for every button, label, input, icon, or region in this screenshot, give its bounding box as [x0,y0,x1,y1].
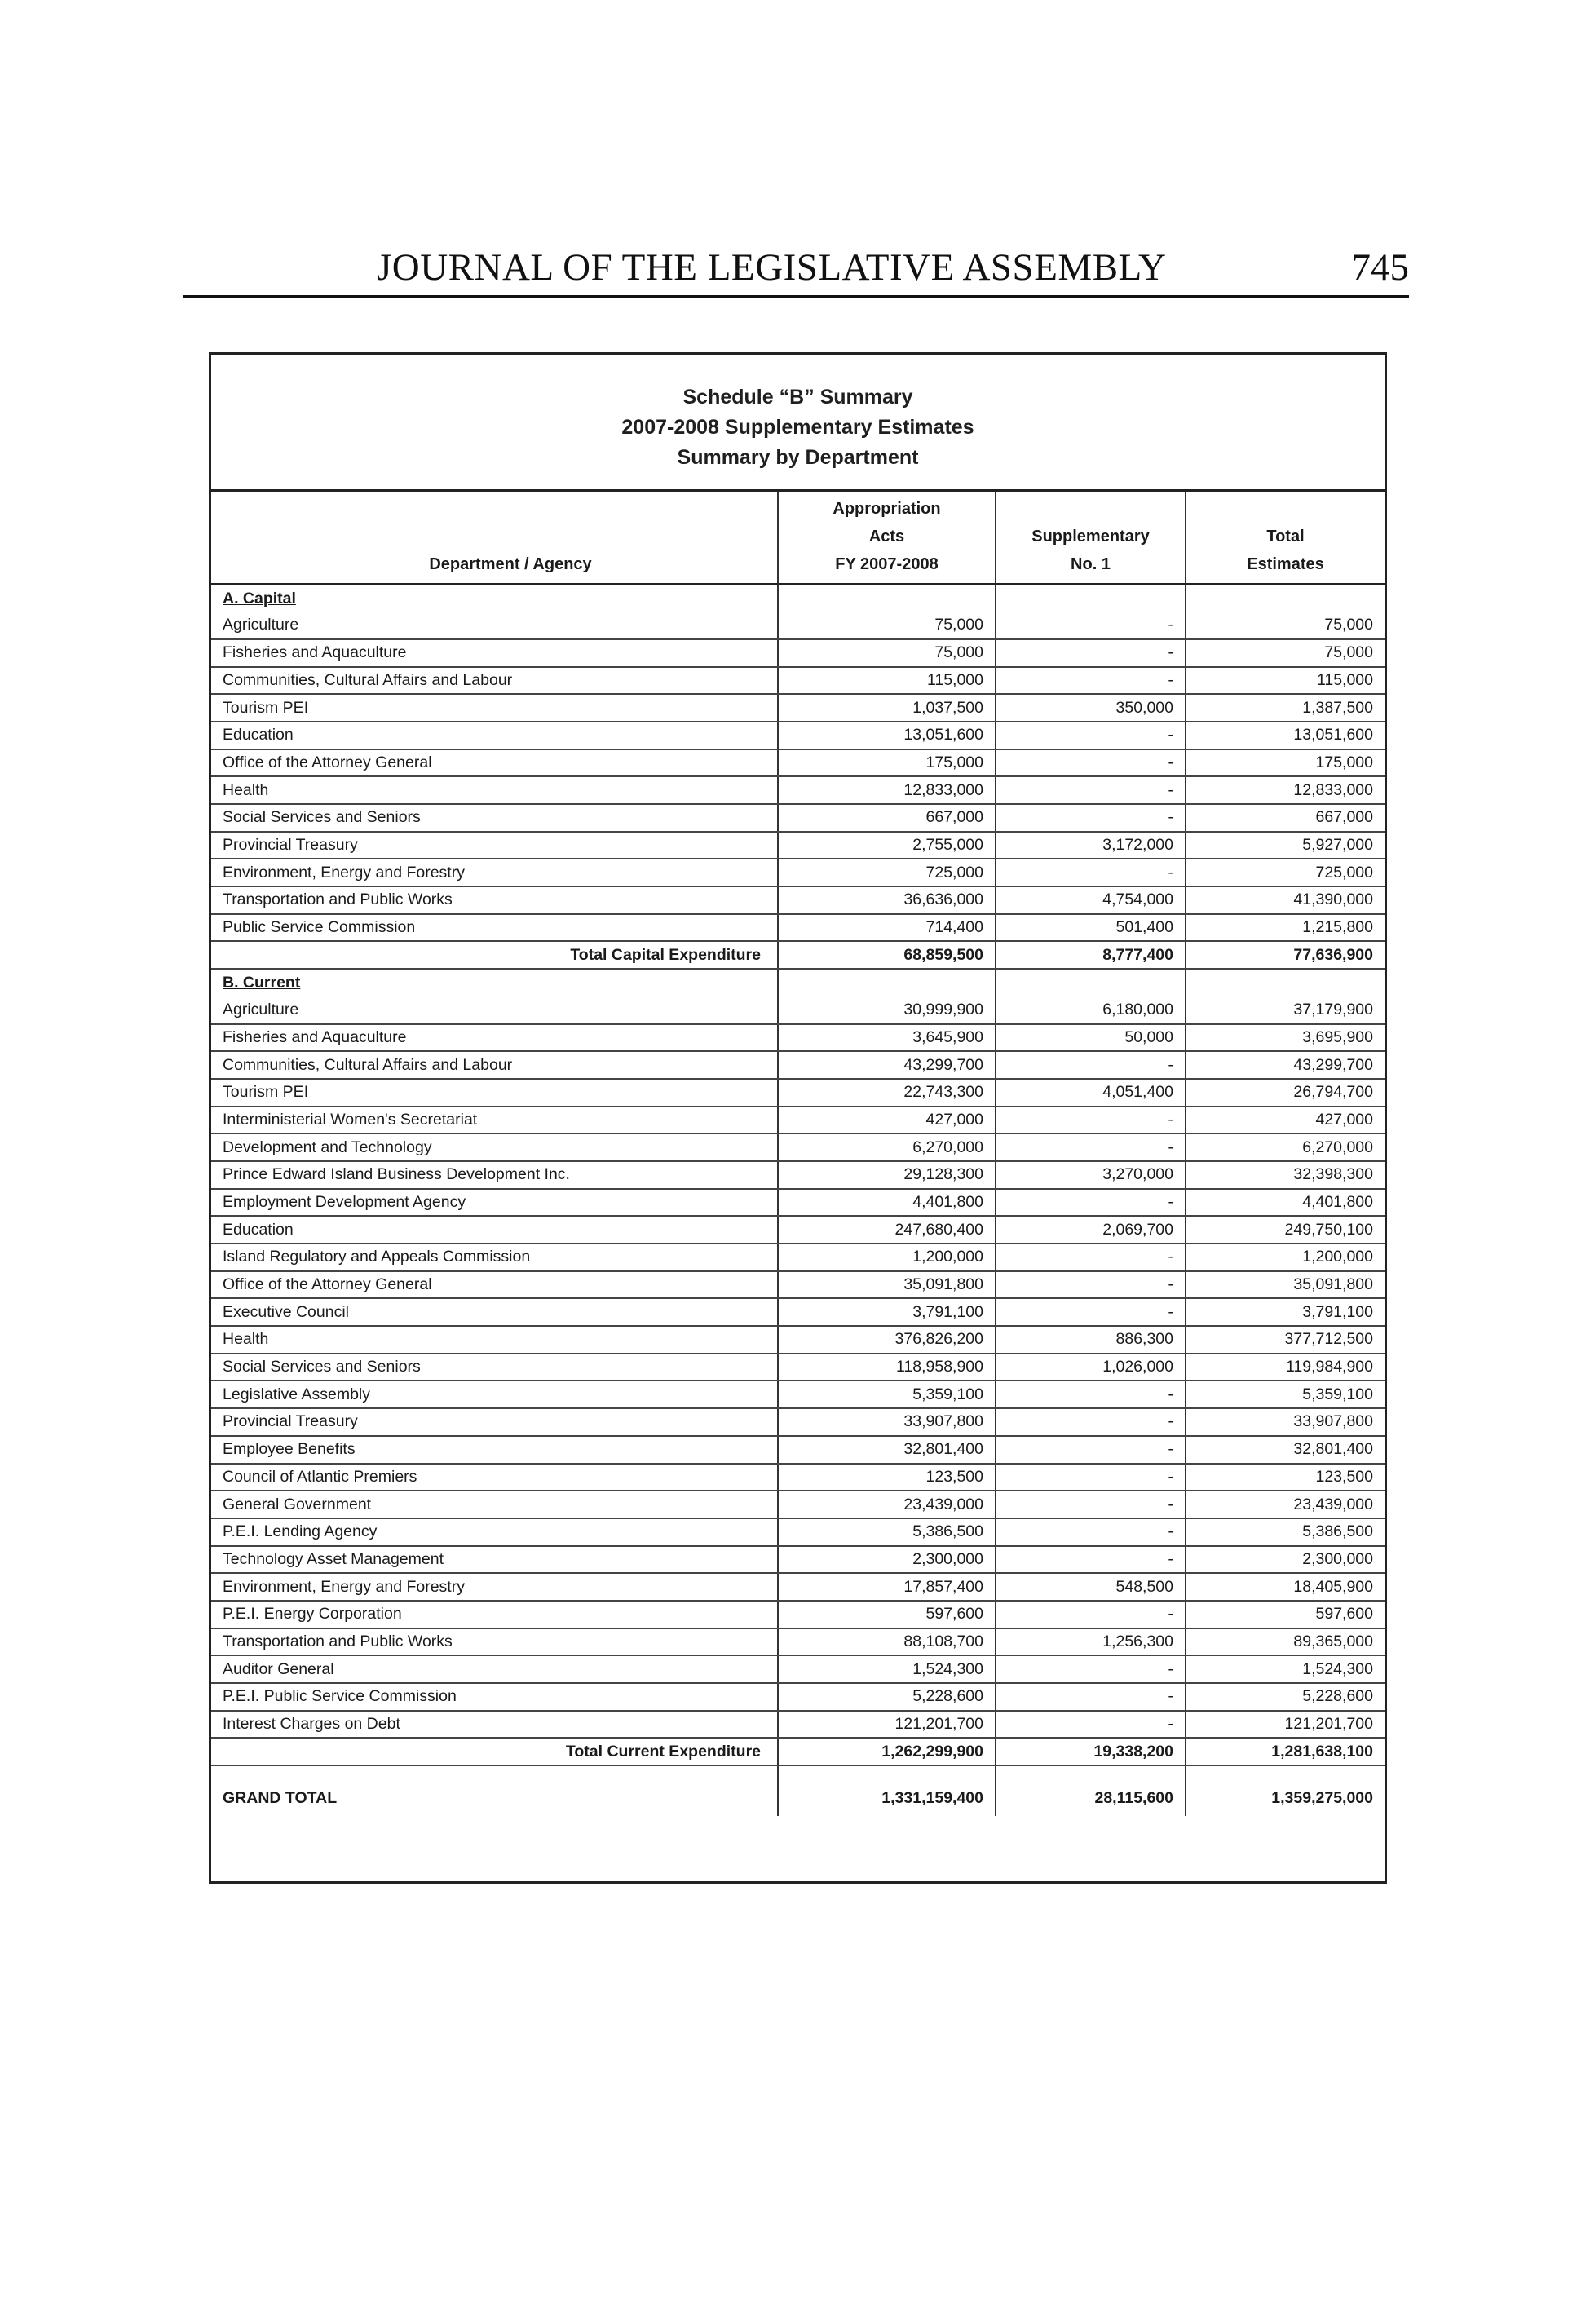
appropriation-amount: 43,299,700 [778,1051,996,1079]
table-row [211,639,1385,667]
table-row [211,804,1385,832]
total-estimate: 5,359,100 [1186,1381,1385,1408]
total-estimate: 3,791,100 [1186,1298,1385,1326]
supplementary-amount: 501,400 [996,914,1186,942]
supplementary-amount: - [996,722,1186,749]
supplementary-amount: - [996,1271,1186,1299]
total-estimate: 5,228,600 [1186,1683,1385,1711]
table-row [211,886,1385,914]
supplementary-amount: - [996,639,1186,667]
section-heading-row [211,585,1385,612]
supplementary-amount: 1,256,300 [996,1628,1186,1656]
column-header-department: Department / Agency [211,492,778,585]
empty-cell [778,585,996,612]
table-row [211,1161,1385,1189]
journal-title: JOURNAL OF THE LEGISLATIVE ASSEMBLY [377,246,1167,289]
department-name: Auditor General [211,1655,778,1683]
table-row [211,749,1385,777]
appropriation-amount: 725,000 [778,859,996,886]
supplementary-amount: - [996,859,1186,886]
department-name: Fisheries and Aquaculture [211,639,778,667]
appropriation-amount: 36,636,000 [778,886,996,914]
total-estimate: 13,051,600 [1186,722,1385,749]
total-estimate: 43,299,700 [1186,1051,1385,1079]
appropriation-amount: 2,300,000 [778,1546,996,1574]
supplementary-amount: - [996,1655,1186,1683]
department-name: Technology Asset Management [211,1546,778,1574]
appropriation-amount: 5,359,100 [778,1381,996,1408]
page-number: 745 [1351,246,1409,289]
appropriation-amount: 121,201,700 [778,1711,996,1739]
column-header-row [211,492,1385,585]
appropriation-amount: 1,200,000 [778,1244,996,1271]
department-name: Transportation and Public Works [211,886,778,914]
total-estimate: 89,365,000 [1186,1628,1385,1656]
table-row [211,1436,1385,1464]
total-estimate: 123,500 [1186,1464,1385,1491]
supplementary-amount: - [996,1711,1186,1739]
table-row [211,1051,1385,1079]
department-name: Agriculture [211,996,778,1024]
department-name: Agriculture [211,612,778,639]
total-estimate: 18,405,900 [1186,1573,1385,1601]
supplementary-amount: - [996,1189,1186,1217]
department-name: Provincial Treasury [211,832,778,859]
department-name: Employment Development Agency [211,1189,778,1217]
total-estimate: 1,215,800 [1186,914,1385,942]
supplementary-amount: 548,500 [996,1573,1186,1601]
department-name: Social Services and Seniors [211,1354,778,1381]
appropriation-amount: 1,331,159,400 [778,1765,996,1816]
total-estimate: 3,695,900 [1186,1024,1385,1052]
table-row [211,1298,1385,1326]
department-name: Development and Technology [211,1133,778,1161]
total-estimate: 5,927,000 [1186,832,1385,859]
supplementary-amount: - [996,1436,1186,1464]
appropriation-amount: 6,270,000 [778,1133,996,1161]
total-estimate: 597,600 [1186,1601,1385,1628]
appropriation-amount: 32,801,400 [778,1436,996,1464]
supplementary-amount: - [996,1683,1186,1711]
column-header-supplementary: Supplementary No. 1 [996,492,1186,585]
appropriation-amount: 597,600 [778,1601,996,1628]
table-row [211,1133,1385,1161]
appropriation-amount: 12,833,000 [778,776,996,804]
table-row [211,832,1385,859]
department-name: Prince Edward Island Business Development Inc. [211,1161,778,1189]
total-estimate: 26,794,700 [1186,1079,1385,1107]
total-estimate: 35,091,800 [1186,1271,1385,1299]
supplementary-amount: - [996,804,1186,832]
table-row [211,914,1385,942]
appropriation-amount: 2,755,000 [778,832,996,859]
total-estimate: 1,387,500 [1186,694,1385,722]
table-row [211,1107,1385,1134]
supplementary-amount: 19,338,200 [996,1738,1186,1765]
total-estimate: 175,000 [1186,749,1385,777]
department-name: Public Service Commission [211,914,778,942]
table-row [211,1408,1385,1436]
section-heading: B. Current [223,973,301,992]
department-name: Interest Charges on Debt [211,1711,778,1739]
department-name: Communities, Cultural Affairs and Labour [211,1051,778,1079]
table-row [211,722,1385,749]
total-estimate: 75,000 [1186,639,1385,667]
table-row [211,612,1385,639]
total-estimate: 115,000 [1186,667,1385,695]
table-row [211,1354,1385,1381]
table-row [211,1326,1385,1354]
supplementary-amount: - [996,749,1186,777]
supplementary-amount: 1,026,000 [996,1354,1186,1381]
supplementary-amount: 886,300 [996,1326,1186,1354]
total-estimate: 6,270,000 [1186,1133,1385,1161]
department-name: Office of the Attorney General [211,1271,778,1299]
appropriation-amount: 5,228,600 [778,1683,996,1711]
table-row [211,1491,1385,1518]
capital-total-row [211,941,1385,969]
total-estimate: 2,300,000 [1186,1546,1385,1574]
department-name: P.E.I. Lending Agency [211,1518,778,1546]
department-name: Health [211,776,778,804]
department-name: GRAND TOTAL [223,1789,338,1808]
total-estimate: 32,398,300 [1186,1161,1385,1189]
appropriation-amount: 376,826,200 [778,1326,996,1354]
department-name: Environment, Energy and Forestry [211,1573,778,1601]
total-estimate: 41,390,000 [1186,886,1385,914]
empty-cell [1186,969,1385,996]
supplementary-amount: - [996,1107,1186,1134]
total-estimate: 667,000 [1186,804,1385,832]
supplementary-amount: - [996,1298,1186,1326]
department-name: Council of Atlantic Premiers [211,1464,778,1491]
appropriation-amount: 13,051,600 [778,722,996,749]
appropriation-amount: 17,857,400 [778,1573,996,1601]
table-row [211,1189,1385,1217]
appropriation-amount: 3,645,900 [778,1024,996,1052]
appropriation-amount: 88,108,700 [778,1628,996,1656]
estimates-table [211,492,1385,1816]
department-name: Education [211,1216,778,1244]
empty-cell [996,585,1186,612]
department-name: Transportation and Public Works [211,1628,778,1656]
total-estimate: 75,000 [1186,612,1385,639]
total-estimate: 1,359,275,000 [1186,1765,1385,1816]
schedule-b-summary-table [209,352,1387,1884]
appropriation-amount: 29,128,300 [778,1161,996,1189]
table-row [211,1024,1385,1052]
supplementary-amount: 3,172,000 [996,832,1186,859]
table-row [211,1711,1385,1739]
grand-total-row [211,1765,1385,1816]
table-row [211,1601,1385,1628]
table-row [211,1546,1385,1574]
total-estimate: 725,000 [1186,859,1385,886]
department-name: Social Services and Seniors [211,804,778,832]
total-estimate: 12,833,000 [1186,776,1385,804]
department-name: Legislative Assembly [211,1381,778,1408]
department-name: Tourism PEI [211,694,778,722]
appropriation-amount: 1,262,299,900 [778,1738,996,1765]
total-estimate: 249,750,100 [1186,1216,1385,1244]
appropriation-amount: 68,859,500 [778,941,996,969]
appropriation-amount: 4,401,800 [778,1189,996,1217]
table-row [211,1683,1385,1711]
total-estimate: 77,636,900 [1186,941,1385,969]
appropriation-amount: 35,091,800 [778,1271,996,1299]
department-name: General Government [211,1491,778,1518]
supplementary-amount: - [996,1244,1186,1271]
supplementary-amount: - [996,1491,1186,1518]
table-row [211,996,1385,1024]
schedule-caption [211,355,1385,492]
supplementary-amount: 8,777,400 [996,941,1186,969]
appropriation-amount: 23,439,000 [778,1491,996,1518]
appropriation-amount: 75,000 [778,639,996,667]
department-name: Island Regulatory and Appeals Commission [211,1244,778,1271]
appropriation-amount: 175,000 [778,749,996,777]
total-estimate: 33,907,800 [1186,1408,1385,1436]
supplementary-amount: 28,115,600 [996,1765,1186,1816]
table-row [211,1655,1385,1683]
supplementary-amount: - [996,1464,1186,1491]
supplementary-amount: - [996,1408,1186,1436]
table-row [211,1381,1385,1408]
appropriation-amount: 118,958,900 [778,1354,996,1381]
department-name: Education [211,722,778,749]
appropriation-amount: 247,680,400 [778,1216,996,1244]
total-estimate: 1,200,000 [1186,1244,1385,1271]
supplementary-amount: - [996,776,1186,804]
supplementary-amount: 50,000 [996,1024,1186,1052]
appropriation-amount: 75,000 [778,612,996,639]
column-header-appropriation: Appropriation Acts FY 2007-2008 [778,492,996,585]
supplementary-amount: 2,069,700 [996,1216,1186,1244]
table-row [211,859,1385,886]
department-name: P.E.I. Energy Corporation [211,1601,778,1628]
supplementary-amount: 4,754,000 [996,886,1186,914]
appropriation-amount: 667,000 [778,804,996,832]
supplementary-amount: - [996,1381,1186,1408]
appropriation-amount: 123,500 [778,1464,996,1491]
supplementary-amount: - [996,667,1186,695]
empty-cell [1186,585,1385,612]
department-name: Provincial Treasury [211,1408,778,1436]
table-row [211,694,1385,722]
schedule-title-line: Summary by Department [677,446,919,469]
total-estimate: 23,439,000 [1186,1491,1385,1518]
department-name: Health [211,1326,778,1354]
running-head [183,245,1409,298]
table-row [211,1244,1385,1271]
appropriation-amount: 3,791,100 [778,1298,996,1326]
supplementary-amount: - [996,1051,1186,1079]
total-estimate: 121,201,700 [1186,1711,1385,1739]
department-name: Environment, Energy and Forestry [211,859,778,886]
current-total-row [211,1738,1385,1765]
table-row [211,667,1385,695]
schedule-title-line: 2007-2008 Supplementary Estimates [621,416,974,439]
column-header-total: Total Estimates [1186,492,1385,585]
total-estimate: 4,401,800 [1186,1189,1385,1217]
table-row [211,1079,1385,1107]
department-name: Total Current Expenditure [211,1738,778,1765]
table-row [211,1216,1385,1244]
section-heading: A. Capital [223,589,296,608]
supplementary-amount: 4,051,400 [996,1079,1186,1107]
total-estimate: 32,801,400 [1186,1436,1385,1464]
department-name: Communities, Cultural Affairs and Labour [211,667,778,695]
supplementary-amount: - [996,1133,1186,1161]
total-estimate: 37,179,900 [1186,996,1385,1024]
empty-cell [778,969,996,996]
empty-cell [996,969,1186,996]
department-name: Executive Council [211,1298,778,1326]
total-estimate: 1,281,638,100 [1186,1738,1385,1765]
appropriation-amount: 427,000 [778,1107,996,1134]
department-name: Interministerial Women's Secretariat [211,1107,778,1134]
appropriation-amount: 1,037,500 [778,694,996,722]
department-name: Fisheries and Aquaculture [211,1024,778,1052]
appropriation-amount: 714,400 [778,914,996,942]
total-estimate: 427,000 [1186,1107,1385,1134]
supplementary-amount: - [996,1601,1186,1628]
supplementary-amount: 3,270,000 [996,1161,1186,1189]
table-row [211,1518,1385,1546]
appropriation-amount: 1,524,300 [778,1655,996,1683]
appropriation-amount: 22,743,300 [778,1079,996,1107]
table-row [211,776,1385,804]
table-row [211,1628,1385,1656]
appropriation-amount: 5,386,500 [778,1518,996,1546]
total-estimate: 119,984,900 [1186,1354,1385,1381]
schedule-title-line: Schedule “B” Summary [682,386,913,409]
table-row [211,1573,1385,1601]
department-name: Total Capital Expenditure [211,941,778,969]
supplementary-amount: 6,180,000 [996,996,1186,1024]
department-name: P.E.I. Public Service Commission [211,1683,778,1711]
supplementary-amount: - [996,612,1186,639]
department-name: Employee Benefits [211,1436,778,1464]
appropriation-amount: 33,907,800 [778,1408,996,1436]
department-name: Office of the Attorney General [211,749,778,777]
total-estimate: 5,386,500 [1186,1518,1385,1546]
appropriation-amount: 30,999,900 [778,996,996,1024]
total-estimate: 1,524,300 [1186,1655,1385,1683]
supplementary-amount: - [996,1518,1186,1546]
total-estimate: 377,712,500 [1186,1326,1385,1354]
table-row [211,1464,1385,1491]
department-name: Tourism PEI [211,1079,778,1107]
appropriation-amount: 115,000 [778,667,996,695]
supplementary-amount: 350,000 [996,694,1186,722]
table-row [211,1271,1385,1299]
supplementary-amount: - [996,1546,1186,1574]
section-heading-row [211,969,1385,996]
